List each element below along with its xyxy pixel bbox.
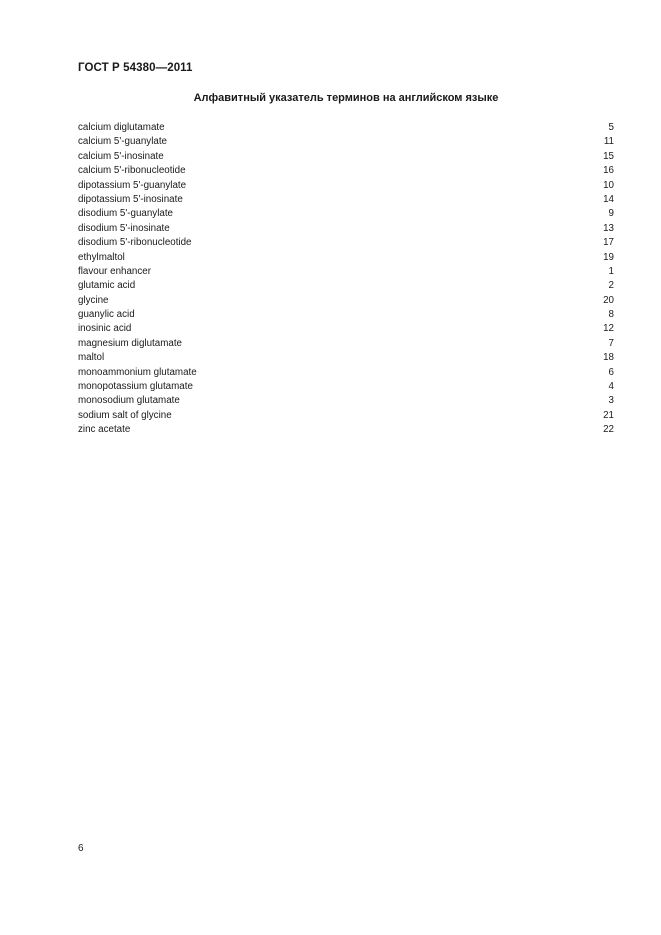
index-entry bbox=[78, 366, 614, 380]
index-entry bbox=[78, 121, 614, 135]
index-entry bbox=[78, 308, 614, 322]
index-entry bbox=[78, 265, 614, 279]
entry-number: 20 bbox=[603, 294, 614, 306]
entry-number: 7 bbox=[608, 337, 614, 349]
index-entry bbox=[78, 279, 614, 293]
entry-term: zinc acetate bbox=[78, 424, 131, 436]
entry-number: 19 bbox=[603, 251, 614, 263]
entry-number: 14 bbox=[603, 193, 614, 205]
entry-number: 21 bbox=[603, 409, 614, 421]
entry-number: 5 bbox=[608, 122, 614, 133]
index-entry bbox=[78, 294, 614, 308]
entry-number: 8 bbox=[608, 309, 614, 321]
index-entry bbox=[78, 322, 614, 336]
index-entry bbox=[78, 251, 614, 265]
entry-term: guanylic acid bbox=[78, 309, 135, 321]
index-entry bbox=[78, 179, 614, 193]
entry-term: dipotassium 5'-inosinate bbox=[78, 193, 183, 205]
index-entry bbox=[78, 222, 614, 236]
index-entry bbox=[78, 337, 614, 351]
page-number: 6 bbox=[78, 843, 84, 854]
entry-term: calcium 5'-guanylate bbox=[78, 136, 167, 148]
entry-number: 13 bbox=[603, 222, 614, 234]
index-entry bbox=[78, 207, 614, 221]
index-entry bbox=[78, 351, 614, 365]
entry-term: calcium 5'-inosinate bbox=[78, 150, 164, 162]
entry-number: 4 bbox=[608, 381, 614, 393]
index-title: Алфавитный указатель терминов на английском языке bbox=[193, 92, 499, 104]
entry-number: 9 bbox=[608, 208, 614, 220]
entry-term: glutamic acid bbox=[78, 280, 136, 292]
index-entry bbox=[78, 423, 614, 437]
index-entry bbox=[78, 380, 614, 394]
entry-term: maltol bbox=[78, 352, 105, 364]
index-entry bbox=[78, 150, 614, 164]
entry-term: disodium 5'-guanylate bbox=[78, 208, 173, 220]
entry-term: flavour enhancer bbox=[78, 265, 151, 277]
document-code: ГОСТ Р 54380—2011 bbox=[78, 62, 193, 74]
entry-term: monosodium glutamate bbox=[78, 395, 180, 407]
entry-number: 6 bbox=[608, 366, 614, 378]
entry-term: calcium 5'-ribonucleotide bbox=[78, 165, 186, 177]
entry-number: 18 bbox=[603, 352, 614, 364]
entry-term: inosinic acid bbox=[78, 323, 132, 335]
entry-number: 3 bbox=[608, 395, 614, 407]
index-entry bbox=[78, 193, 614, 207]
index-entry bbox=[78, 135, 614, 149]
entry-term: monopotassium glutamate bbox=[78, 381, 193, 393]
entry-term: sodium salt of glycine bbox=[78, 409, 172, 421]
entry-term: ethylmaltol bbox=[78, 251, 125, 263]
entry-number: 1 bbox=[608, 265, 614, 277]
entry-term: disodium 5'-ribonucleotide bbox=[78, 237, 192, 249]
entry-term: magnesium diglutamate bbox=[78, 337, 183, 349]
entry-number: 22 bbox=[603, 424, 614, 436]
entry-term: disodium 5'-inosinate bbox=[78, 222, 170, 234]
entry-term: glycine bbox=[78, 294, 109, 306]
index-entry bbox=[78, 394, 614, 408]
index-entry bbox=[78, 409, 614, 423]
index-entry bbox=[78, 236, 614, 250]
entry-number: 15 bbox=[603, 150, 614, 162]
entry-number: 2 bbox=[608, 280, 614, 292]
entry-number: 11 bbox=[603, 136, 614, 148]
entry-number: 12 bbox=[603, 323, 614, 335]
entry-number: 10 bbox=[603, 179, 614, 191]
index-entry bbox=[78, 164, 614, 178]
entry-number: 16 bbox=[603, 165, 614, 177]
entry-term: calcium diglutamate bbox=[78, 122, 165, 133]
entry-number: 17 bbox=[603, 237, 614, 249]
entry-term: monoammonium glutamate bbox=[78, 366, 197, 378]
entry-term: dipotassium 5'-guanylate bbox=[78, 179, 187, 191]
term-index-list bbox=[78, 121, 614, 438]
